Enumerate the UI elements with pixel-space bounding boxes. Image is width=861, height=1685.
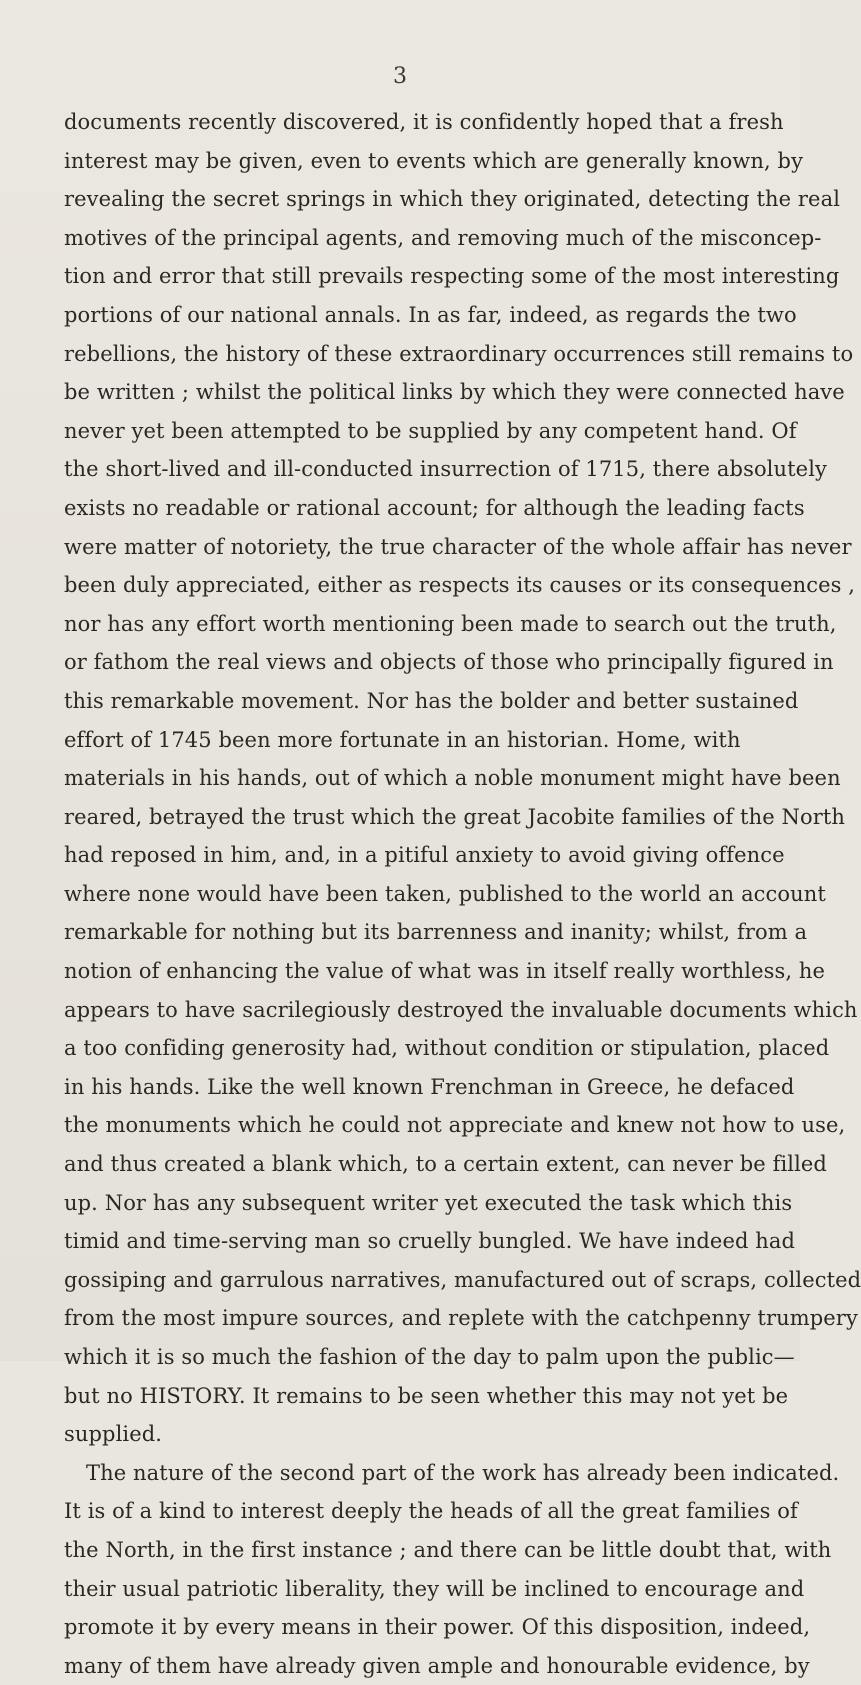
text-line: effort of 1745 been more fortunate in an historian. Home, with xyxy=(64,727,741,752)
text-line: nor has any effort worth mentioning been made to search out the truth, xyxy=(64,611,837,636)
text-line: timid and time-serving man so cruelly bungled. We have indeed had xyxy=(64,1229,796,1254)
text-line: exists no readable or rational account; for although the leading facts xyxy=(64,495,805,520)
text-line: materials in his hands, out of which a noble monument might have been xyxy=(64,766,841,791)
text-line: portions of our national annals. In as far, indeed, as regards the two xyxy=(64,302,797,327)
text-line: in his hands. Like the well known Frenchman in Greece, he defaced xyxy=(64,1074,795,1099)
text-line: notion of enhancing the value of what was in itself really worthless, he xyxy=(64,959,826,984)
text-line: the North, in the first instance ; and there can be little doubt that, with xyxy=(64,1537,832,1562)
text-line: had reposed in him, and, in a pitiful anxiety to avoid giving offence xyxy=(64,843,785,868)
text-line: been duly appreciated, either as respects its causes or its consequences , xyxy=(64,573,856,598)
text-line: their usual patriotic liberality, they will be inclined to encourage and xyxy=(64,1576,805,1601)
text-line: the monuments which he could not appreciate and knew not how to use, xyxy=(64,1113,846,1138)
text-line: were matter of notoriety, the true character of the whole affair has never xyxy=(64,534,852,559)
text-line: reared, betrayed the trust which the great Jacobite families of the North xyxy=(64,804,846,829)
text-line: promote it by every means in their power. Of this disposition, indeed, xyxy=(64,1615,811,1640)
text-line: documents recently discovered, it is confidently hoped that a fresh xyxy=(64,110,784,134)
text-line: gossiping and garrulous narratives, manufactured out of scraps, collected xyxy=(64,1267,861,1292)
text-line: from the most impure sources, and replete with the catchpenny trumpery xyxy=(64,1306,858,1331)
text-line: motives of the principal agents, and removing much of the misconcep- xyxy=(64,225,822,250)
text-line: where none would have been taken, published to the world an account xyxy=(64,881,826,906)
text-line: the short-lived and ill-conducted insurrection of 1715, there absolutely xyxy=(64,457,827,482)
text-line: appears to have sacrilegiously destroyed the invaluable documents which xyxy=(64,997,858,1022)
text-line: many of them have already given ample and honourable evidence, by xyxy=(64,1653,810,1678)
text-line: never yet been attempted to be supplied by any competent hand. Of xyxy=(64,418,797,443)
text-line: revealing the secret springs in which they originated, detecting the real xyxy=(64,187,841,212)
text-line: or fathom the real views and objects of those who principally figured in xyxy=(64,650,834,675)
body-text xyxy=(64,103,861,1685)
text-line: which it is so much the fashion of the day to palm upon the public— xyxy=(64,1345,795,1369)
text-line: this remarkable movement. Nor has the bolder and better sustained xyxy=(64,688,799,713)
text-line: remarkable for nothing but its barrenness and inanity; whilst, from a xyxy=(64,920,808,945)
paragraph-end-line: supplied. xyxy=(64,1422,163,1447)
text-line: be written ; whilst the political links by which they were connected have xyxy=(64,380,845,405)
text-line: rebellions, the history of these extraordinary occurrences still remains to xyxy=(64,341,854,366)
text-line: interest may be given, even to events which are generally known, by xyxy=(64,148,804,173)
text-line: up. Nor has any subsequent writer yet executed the task which this xyxy=(64,1190,793,1215)
page-number: 3 xyxy=(393,64,407,89)
text-line: but no HISTORY. It remains to be seen whether this may not yet be xyxy=(64,1383,789,1408)
text-line: and thus created a blank which, to a certain extent, can never be filled xyxy=(64,1152,827,1177)
text-line: tion and error that still prevails respecting some of the most interesting xyxy=(64,264,840,289)
text-line: a too confiding generosity had, without condition or stipulation, placed xyxy=(64,1036,830,1061)
text-line: It is of a kind to interest deeply the heads of all the great families of xyxy=(64,1499,798,1524)
paragraph-start-line: The nature of the second part of the work has already been indicated. xyxy=(86,1460,840,1485)
